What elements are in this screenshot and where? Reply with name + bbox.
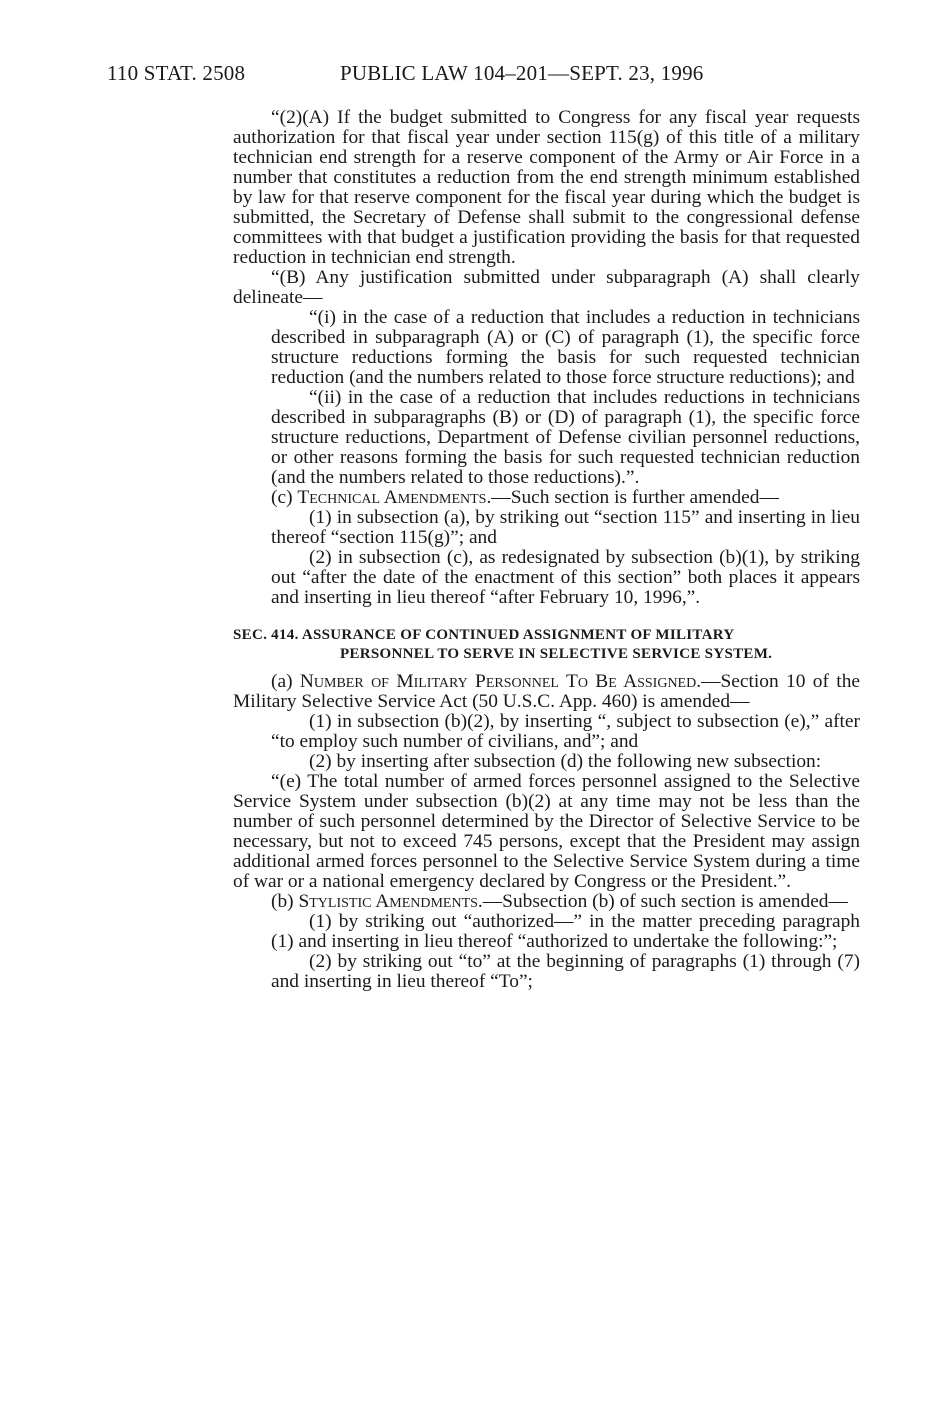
subsection-c-technical-amendments: [233, 488, 860, 508]
subsection-b-text: .—Subsection (b) of such section is amended—: [477, 891, 848, 912]
paragraph-2a: “(2)(A) If the budget submitted to Congress for any fiscal year requests authorization for that fiscal year under section 115(g) of this title of a military technician end strength for a reserve component of the Army or Air Force in a number that constitutes a reduction from the end strength minimum established by law for that reserve component for the fiscal year during which the budget is submitted, the Secretary of Defense shall submit to the congressional defense committees with that budget a justification providing the basis for that requested reduction in technician end strength.: [233, 107, 860, 268]
running-head: [107, 61, 807, 91]
subsection-a-military-personnel: [233, 672, 860, 712]
public-law-title: PUBLIC LAW 104–201—SEPT. 23, 1996: [340, 61, 704, 85]
body-text: [233, 108, 860, 992]
subsection-c-text: .—Such section is further amended—: [486, 487, 779, 508]
subsection-b-label: (b): [271, 891, 299, 912]
clause-ii: “(ii) in the case of a reduction that includes reductions in technicians described in subparagraphs (B) or (D) of paragraph (1), the specific force structure reductions, Department of Defense civilian personnel reductions, or other reasons forming the basis for such requested technician reduction (and the numbers related to those reductions).”.: [271, 387, 860, 488]
subsection-a-label: (a): [271, 671, 300, 692]
subsection-b-heading: Stylistic Amendments: [298, 891, 478, 912]
paragraph-b1: (1) by striking out “authorized—” in the matter preceding paragraph (1) and inserting in lieu thereof “authorized to undertake the following:”;: [271, 911, 860, 952]
subsection-a-heading: Number of Military Personnel To Be Assigned: [299, 671, 697, 692]
section-414-heading: [233, 626, 860, 664]
paragraph-2b: “(B) Any justification submitted under subparagraph (A) shall clearly delineate—: [233, 267, 860, 308]
clause-i: “(i) in the case of a reduction that includes a reduction in technicians described in subparagraph (A) or (C) of paragraph (1), the specific force structure reductions forming the basis for such requested technician reduction (and the numbers related to those force structure reductions); and: [271, 307, 860, 388]
section-heading-line2: PERSONNEL TO SERVE IN SELECTIVE SERVICE SYSTEM.: [340, 646, 773, 662]
subsection-a-text: .—Section 10 of the Military Selective Service Act (50 U.S.C. App. 460) is amended—: [233, 671, 860, 712]
new-subsection-e: “(e) The total number of armed forces personnel assigned to the Selective Service System under subsection (b)(2) at any time may not be less than the number of such personnel determined by the Director of Selective Service to be necessary, but not to exceed 745 persons, except that the President may assign additional armed forces personnel to the Selective Service System during a time of war or a national emergency declared by Congress or the President.”.: [233, 771, 860, 892]
section-heading-line1: SEC. 414. ASSURANCE OF CONTINUED ASSIGNMENT OF MILITARY: [233, 627, 735, 643]
subsection-b-stylistic-amendments: [233, 892, 860, 912]
paragraph-a2: (2) by inserting after subsection (d) the following new subsection:: [309, 751, 822, 772]
subsection-c-heading: Technical Amendments: [297, 487, 487, 508]
paragraph-c2: (2) in subsection (c), as redesignated by subsection (b)(1), by striking out “after the date of the enactment of this section” both places it appears and inserting in lieu thereof “after February 10, 1996,”.: [271, 547, 860, 608]
paragraph-a1: (1) in subsection (b)(2), by inserting “, subject to subsection (e),” after “to employ such number of civilians, and”; and: [271, 711, 860, 752]
subsection-c-label: (c): [271, 487, 298, 508]
stat-page-number: 110 STAT. 2508: [107, 61, 246, 85]
paragraph-c1: (1) in subsection (a), by striking out “section 115” and inserting in lieu thereof “section 115(g)”; and: [271, 507, 860, 548]
paragraph-b2: (2) by striking out “to” at the beginning of paragraphs (1) through (7) and inserting in lieu thereof “To”;: [271, 951, 860, 992]
